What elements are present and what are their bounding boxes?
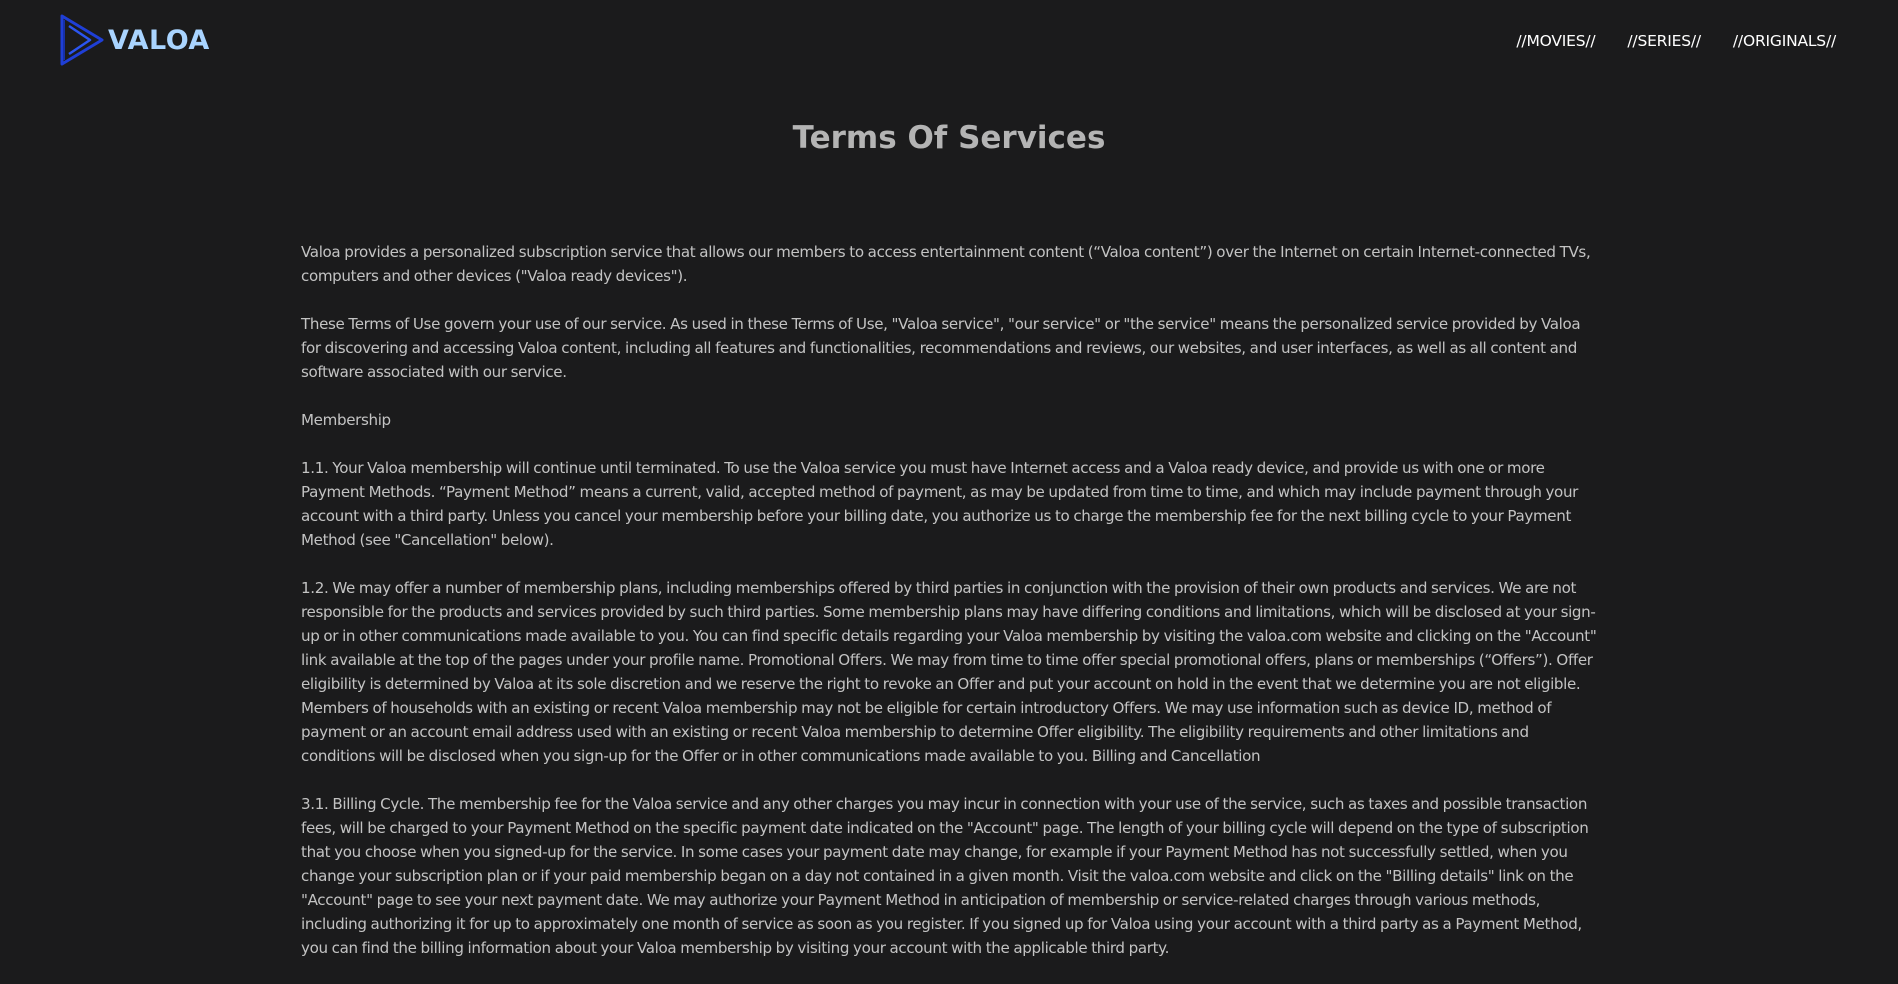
terms-section-3-1: 3.1. Billing Cycle. The membership fee for the Valoa service and any other charges you may incur in connection with your use of the service, such as taxes and possible transaction fees, will be charged to your Payment Method on the specific payment date indicated on the "Account" page. The length of your billing cycle will depend on the type of subscription that you choose when you signed-up for the service. In some cases your payment date may change, for example if your Payment Method has not successfully settled, when you change your subscription plan or if your paid membership began on a day not contained in a given month. Visit the valoa.com website and click on the "Billing details" link on the "Account" page to see your next payment date. We may authorize your Payment Method in anticipation of membership or service-related charges through various methods, including authorizing it for up to approximately one month of service as soon as you register. If you signed up for Valoa using your account with a third party as a Payment Method, you can find the billing information about your Valoa membership by visiting your account with the applicable third party. <box>301 795 1589 957</box>
logo-text: VALOA <box>108 24 210 56</box>
terms-intro-paragraph: Valoa provides a personalized subscription service that allows our members to access entertainment content (“Valoa content”) over the Internet on certain Internet-connected TVs, computers and other devices ("Valoa ready devices"). <box>301 243 1591 285</box>
main-nav <box>1516 32 1836 50</box>
terms-section-1-2: 1.2. We may offer a number of membership plans, including memberships offered by third parties in conjunction with the provision of their own products and services. We are not responsible for the products and services provided by such third parties. Some membership plans may have differing conditions and limitations, which will be disclosed at your sign-up or in other communications made available to you. You can find specific details regarding your Valoa membership by visiting the valoa.com website and clicking on the "Account" link available at the top of the pages under your profile name. Promotional Offers. We may from time to time offer special promotional offers, plans or memberships (“Offers”). Offer eligibility is determined by Valoa at its sole discretion and we reserve the right to revoke an Offer and put your account on hold in the event that we determine you are not eligible. Members of households with an existing or recent Valoa membership may not be eligible for certain introductory Offers. We may use information such as device ID, method of payment or an account email address used with an existing or recent Valoa membership to determine Offer eligibility. The eligibility requirements and other limitations and conditions will be disclosed when you sign-up for the Offer or in other communications made available to you. Billing and Cancellation <box>301 579 1597 765</box>
nav-movies[interactable]: //MOVIES// <box>1516 32 1596 50</box>
nav-series[interactable]: //SERIES// <box>1627 32 1701 50</box>
membership-heading: Membership <box>301 411 391 429</box>
site-header <box>0 0 1898 90</box>
terms-content <box>301 240 1601 984</box>
nav-originals[interactable]: //ORIGINALS// <box>1732 32 1836 50</box>
play-triangle-icon <box>60 14 106 66</box>
terms-usage-paragraph: These Terms of Use govern your use of our service. As used in these Terms of Use, "Valoa service", "our service" or "the service" means the personalized service provided by Valoa for discovering and accessing Valoa content, including all features and functionalities, recommendations and reviews, our websites, and user interfaces, as well as all content and software associated with our service. <box>301 315 1581 381</box>
valoa-logo[interactable] <box>60 14 210 66</box>
terms-section-1-1: 1.1. Your Valoa membership will continue until terminated. To use the Valoa service you must have Internet access and a Valoa ready device, and provide us with one or more Payment Methods. “Payment Method” means a current, valid, accepted method of payment, as may be updated from time to time, and which may include payment through your account with a third party. Unless you cancel your membership before your billing date, you authorize us to charge the membership fee for the next billing cycle to your Payment Method (see "Cancellation" below). <box>301 459 1579 549</box>
page-title: Terms Of Services <box>792 120 1106 156</box>
